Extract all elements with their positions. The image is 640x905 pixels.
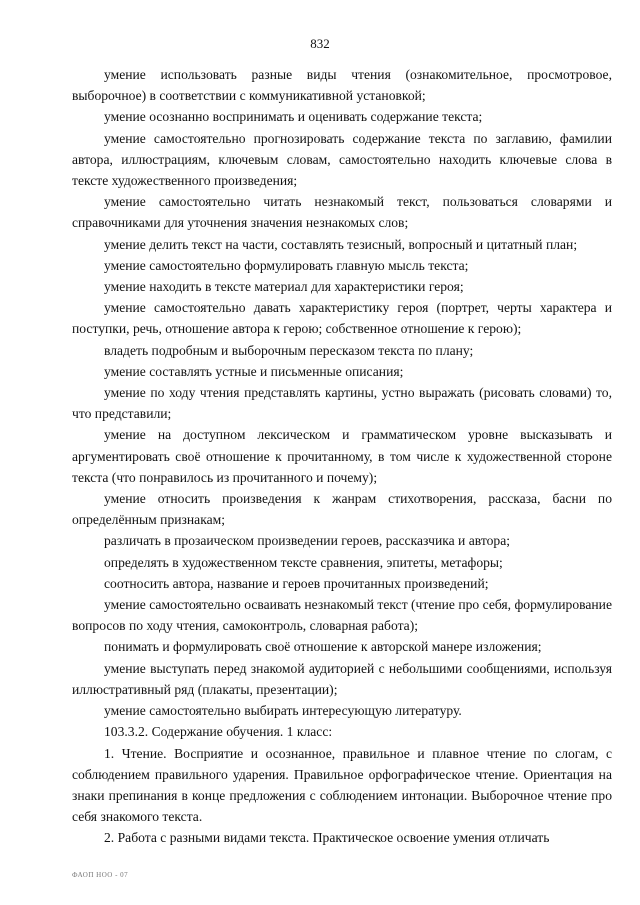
paragraph: умение самостоятельно читать незнакомый текст, пользоваться словарями и справочниками для уточнения значения незнакомых слов;	[72, 194, 612, 231]
paragraph: умение использовать разные виды чтения (ознакомительное, просмотровое, выборочное) в соответствии с коммуникативной установкой;	[72, 67, 612, 104]
paragraph: умение осознанно воспринимать и оценивать содержание текста;	[104, 109, 483, 125]
paragraph: 1. Чтение. Восприятие и осознанное, правильное и плавное чтение по слогам, с соблюдением правильного ударения. Правильное орфографическое чтение. Ориентация на знаки препинания в конце предложения с соблюдением интонации. Выборочное чтение про себя знакомого текста.	[72, 745, 612, 825]
paragraph: умение по ходу чтения представлять картины, устно выражать (рисовать словами) то, что представили;	[72, 385, 612, 422]
paragraph: 2. Работа с разными видами текста. Практическое освоение умения отличать	[104, 830, 550, 846]
paragraph: умение составлять устные и письменные описания;	[104, 363, 404, 379]
paragraph: умение самостоятельно выбирать интересующую литературу.	[104, 703, 462, 719]
paragraph: умение самостоятельно давать характеристику героя (портрет, черты характера и поступки, речь, отношение автора к герою; собственное отношение к герою);	[72, 300, 612, 337]
paragraph: определять в художественном тексте сравнения, эпитеты, метафоры;	[104, 554, 503, 570]
footer-code: ФАОП НОО - 07	[72, 871, 129, 879]
paragraph: умение самостоятельно формулировать главную мысль текста;	[104, 257, 469, 273]
section-heading: 103.3.2. Содержание обучения. 1 класс:	[104, 724, 333, 740]
paragraph: различать в прозаическом произведении героев, рассказчика и автора;	[104, 533, 511, 549]
paragraph: умение самостоятельно прогнозировать содержание текста по заглавию, фамилии автора, иллюстрациям, ключевым словам, самостоятельно находить ключевые слова в тексте художественного произведения;	[72, 130, 612, 189]
paragraph: понимать и формулировать своё отношение к авторской манере изложения;	[104, 639, 542, 655]
paragraph: умение выступать перед знакомой аудиторией с небольшими сообщениями, используя иллюстративный ряд (плакаты, презентации);	[72, 660, 612, 697]
paragraph: умение делить текст на части, составлять тезисный, вопросный и цитатный план;	[104, 236, 578, 252]
paragraph: умение находить в тексте материал для характеристики героя;	[104, 279, 464, 295]
paragraph: соотносить автора, название и героев прочитанных произведений;	[104, 575, 489, 591]
paragraph: умение на доступном лексическом и грамматическом уровне высказывать и аргументировать своё отношение к прочитанному, в том числе к художественной стороне текста (что понравилось из прочитанного и почему);	[72, 427, 612, 485]
paragraph: умение самостоятельно осваивать незнакомый текст (чтение про себя, формулирование вопросов по ходу чтения, самоконтроль, словарная работа);	[72, 597, 612, 634]
paragraph: владеть подробным и выборочным пересказом текста по плану;	[104, 342, 474, 358]
paragraph: умение относить произведения к жанрам стихотворения, рассказа, басни по определённым признакам;	[72, 491, 612, 528]
body-text	[72, 64, 612, 849]
page-number: 832	[310, 36, 330, 51]
